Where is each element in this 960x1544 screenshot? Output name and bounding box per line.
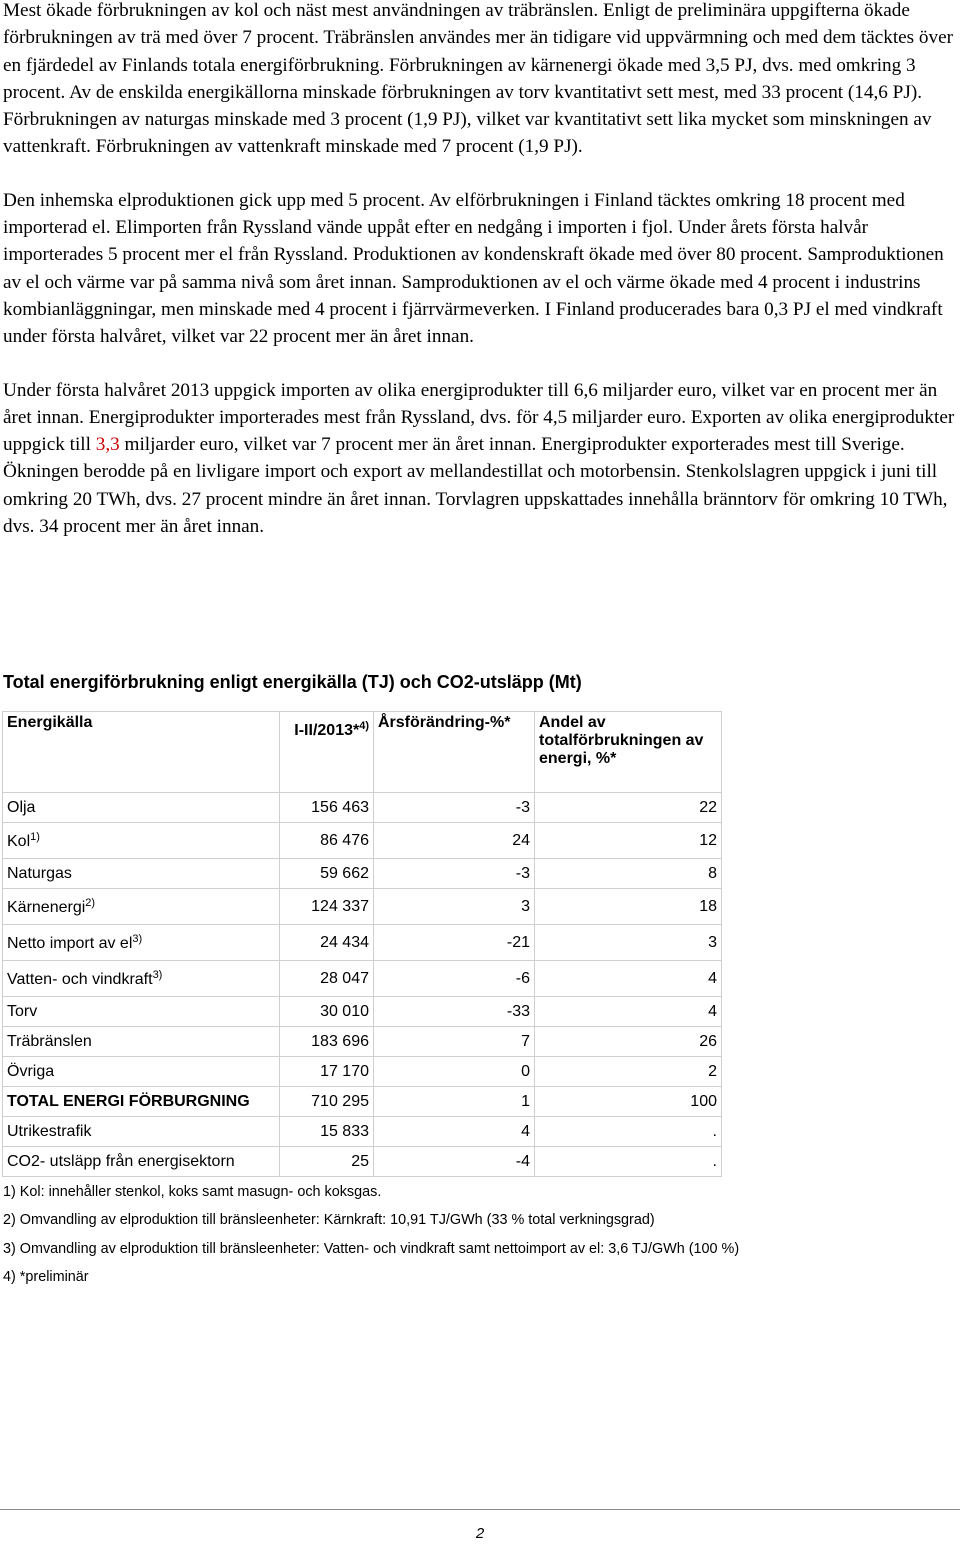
cell-value: 124 337 xyxy=(280,889,374,925)
table-row xyxy=(3,925,722,961)
paragraph-3 xyxy=(3,377,959,541)
cell-value: 86 476 xyxy=(280,823,374,859)
page-number: 2 xyxy=(475,1525,485,1542)
paragraph-3-text-end: miljarder euro, vilket var 7 procent mer än året innan. Energiprodukter exporterades mest till Sverige. Ökningen berodde på en livligare import och export av mellandestillat och motorbensin. Stenkolslagren uppgick i juni till omkring 20 TWh, dvs. 27 procent mindre än året innan. Torvlagren uppskattades innehålla bränntorv för omkring 10 TWh, dvs. 34 procent mer än året innan. xyxy=(3,434,948,538)
cell-share: 2 xyxy=(535,1057,722,1087)
cell-value: 59 662 xyxy=(280,859,374,889)
header-share: Andel av totalförbrukningen av energi, %* xyxy=(535,712,722,793)
source-label: Netto import av el xyxy=(7,934,133,952)
cell-source xyxy=(3,1117,280,1147)
table-row xyxy=(3,1057,722,1087)
highlighted-value: 3,3 xyxy=(95,434,120,456)
cell-source xyxy=(3,997,280,1027)
header-change: Årsförändring-%* xyxy=(374,712,535,793)
cell-source xyxy=(3,1087,280,1117)
footnote-3: 3) Omvandling av elproduktion till bränsleenheter: Vatten- och vindkraft samt nettoimport av el: 3,6 TJ/GWh (100 %) xyxy=(3,1240,740,1257)
cell-share: 18 xyxy=(535,889,722,925)
cell-change: -3 xyxy=(374,859,535,889)
footnote-marker: 2) xyxy=(85,896,96,909)
cell-change: 7 xyxy=(374,1027,535,1057)
energy-table xyxy=(2,711,722,1177)
cell-source xyxy=(3,889,280,925)
cell-change: -4 xyxy=(374,1147,535,1177)
paragraph-2-text: Den inhemska elproduktionen gick upp med 5 procent. Av elförbrukningen i Finland täcktes omkring 18 procent med importerad el. Elimporten från Ryssland vände uppåt efter en nedgång i importen i fjol. Under årets första halvår importerades 5 procent mer el från Ryssland. Produktionen av kondenskraft ökade med över 80 procent. Samproduktionen av el och värme var på samma nivå som året innan. Samproduktionen av el och värme ökade med 4 procent i industrins kombianläggningar, men minskade med 4 procent i fjärrvärmeverken. I Finland producerades bara 0,3 PJ el med vindkraft under första halvåret, vilket var 22 procent mer än året innan. xyxy=(3,189,944,348)
table-row xyxy=(3,793,722,823)
cell-value: 15 833 xyxy=(280,1117,374,1147)
footnote-1: 1) Kol: innehåller stenkol, koks samt masugn- och koksgas. xyxy=(3,1184,382,1200)
table-row xyxy=(3,1087,722,1117)
cell-share: 22 xyxy=(535,793,722,823)
source-label: Kol xyxy=(7,832,31,850)
paragraph-1-text: Mest ökade förbrukningen av kol och näst mest användningen av träbränslen. Enligt de preliminära uppgifterna ökade förbrukningen av trä med över 7 procent. Träbränslen användes mer än tidigare vid uppvärmning och med dem täcktes över en fjärdedel av Finlands totala energiförbrukning. Förbrukningen av kärnenergi ökade med 3,5 PJ, dvs. med omkring 3 procent. Av de enskilda energikällorna minskade förbrukningen av torv kvantitativt sett mest, med 33 procent (14,6 PJ). Förbrukningen av naturgas minskade med 3 procent (1,9 PJ), vilket var kvantitativt sett lika mycket som minskningen av vattenkraft. Förbrukningen av vattenkraft minskade med 7 procent (1,9 PJ). xyxy=(3,0,954,158)
header-period-label: I-II/2013* xyxy=(294,722,360,739)
paragraph-2 xyxy=(3,187,959,351)
cell-source xyxy=(3,1057,280,1087)
cell-share: . xyxy=(535,1117,722,1147)
table-title: Total energiförbrukning enligt energikälla (TJ) och CO2-utsläpp (Mt) xyxy=(3,672,582,692)
cell-share: 4 xyxy=(535,961,722,997)
source-label: Vatten- och vindkraft xyxy=(7,970,153,988)
cell-share: 100 xyxy=(535,1087,722,1117)
cell-value: 17 170 xyxy=(280,1057,374,1087)
cell-change: 1 xyxy=(374,1087,535,1117)
source-label: Naturgas xyxy=(7,864,72,882)
paragraph-1 xyxy=(3,0,959,161)
table-row xyxy=(3,889,722,925)
cell-share: 4 xyxy=(535,997,722,1027)
table-row xyxy=(3,1147,722,1177)
header-source: Energikälla xyxy=(3,712,280,793)
cell-change: -33 xyxy=(374,997,535,1027)
table-row xyxy=(3,997,722,1027)
table-row xyxy=(3,1027,722,1057)
table-row xyxy=(3,823,722,859)
footnote-marker: 3) xyxy=(152,968,163,981)
cell-value: 710 295 xyxy=(280,1087,374,1117)
cell-source xyxy=(3,823,280,859)
cell-source xyxy=(3,1027,280,1057)
cell-source xyxy=(3,859,280,889)
table-header-row xyxy=(3,712,722,793)
cell-share: 26 xyxy=(535,1027,722,1057)
source-label: Utrikestrafik xyxy=(7,1122,92,1140)
body-text xyxy=(3,0,959,566)
cell-share: 8 xyxy=(535,859,722,889)
cell-share: 12 xyxy=(535,823,722,859)
footnote-marker: 1) xyxy=(30,830,40,843)
cell-change: 0 xyxy=(374,1057,535,1087)
table-row xyxy=(3,961,722,997)
source-label: Kärnenergi xyxy=(7,898,86,916)
source-label: TOTAL ENERGI FÖRBURGNING xyxy=(7,1092,250,1110)
source-label: Olja xyxy=(7,798,36,816)
footer-divider xyxy=(0,1509,960,1510)
cell-change: 4 xyxy=(374,1117,535,1147)
cell-source xyxy=(3,793,280,823)
source-label: Träbränslen xyxy=(7,1032,92,1050)
cell-share: . xyxy=(535,1147,722,1177)
header-period xyxy=(280,712,374,793)
cell-value: 28 047 xyxy=(280,961,374,997)
source-label: Torv xyxy=(7,1002,38,1020)
cell-change: 3 xyxy=(374,889,535,925)
cell-value: 25 xyxy=(280,1147,374,1177)
cell-change: -3 xyxy=(374,793,535,823)
source-label: Övriga xyxy=(7,1062,55,1080)
table-row xyxy=(3,1117,722,1147)
cell-change: -21 xyxy=(374,925,535,961)
cell-value: 30 010 xyxy=(280,997,374,1027)
cell-share: 3 xyxy=(535,925,722,961)
header-period-footnote: 4) xyxy=(359,720,369,732)
cell-value: 24 434 xyxy=(280,925,374,961)
table-row xyxy=(3,859,722,889)
cell-source xyxy=(3,1147,280,1177)
table-body xyxy=(3,793,722,1177)
cell-value: 183 696 xyxy=(280,1027,374,1057)
paragraph-3-text: Under första halvåret 2013 uppgick importen av olika energiprodukter till 6,6 miljarder euro, vilket var en procent mer än året innan. Energiprodukter importerades mest från Ryssland, dvs. för 4,5 miljarder euro. Exporten av olika energiprodukter uppgick till xyxy=(3,379,955,456)
footnote-4: 4) *preliminär xyxy=(3,1269,89,1286)
footnote-2: 2) Omvandling av elproduktion till bränsleenheter: Kärnkraft: 10,91 TJ/GWh (33 % total verkningsgrad) xyxy=(3,1212,655,1229)
cell-source xyxy=(3,961,280,997)
source-label: CO2- utsläpp från energisektorn xyxy=(7,1152,235,1170)
cell-change: 24 xyxy=(374,823,535,859)
cell-source xyxy=(3,925,280,961)
footnote-marker: 3) xyxy=(132,932,143,945)
footnotes xyxy=(3,1178,739,1292)
cell-value: 156 463 xyxy=(280,793,374,823)
cell-change: -6 xyxy=(374,961,535,997)
